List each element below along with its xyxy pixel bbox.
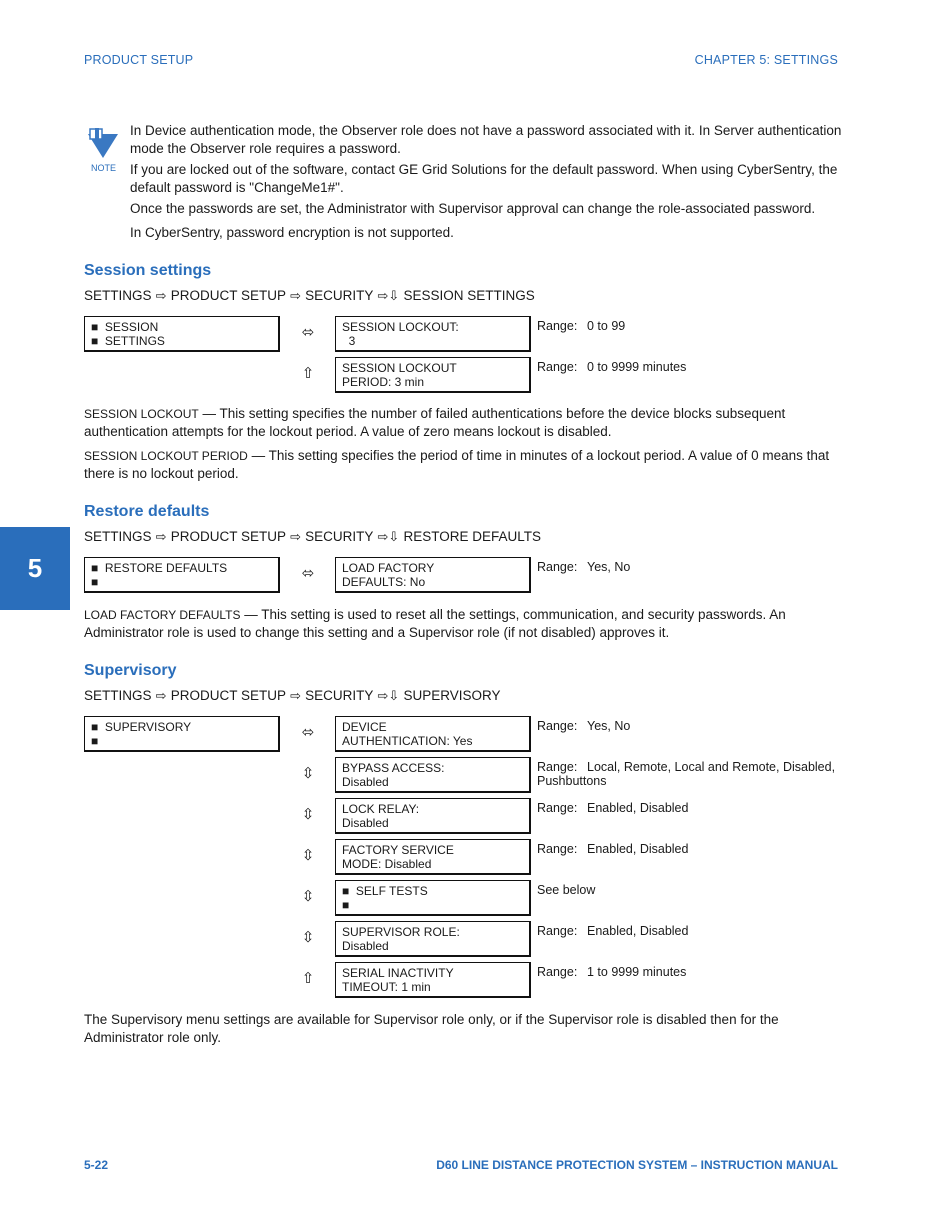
range-label: Range: xyxy=(537,360,578,374)
setting-range xyxy=(537,883,837,897)
range-label: Range: xyxy=(537,842,578,856)
range-label: Range: xyxy=(537,965,578,979)
left-right-arrow-icon: ⬄ xyxy=(301,723,315,741)
setting-name: SESSION LOCKOUT xyxy=(342,361,457,375)
path-item[interactable]: SESSION SETTINGS xyxy=(403,288,535,303)
description-paragraph xyxy=(84,606,844,642)
section-heading: Supervisory xyxy=(84,662,177,679)
range-value: 0 to 99 xyxy=(587,319,626,333)
setting-box[interactable] xyxy=(335,316,531,352)
setting-name: DEVICE xyxy=(342,720,387,734)
menu-line: ■ xyxy=(91,575,99,589)
note-paragraph: Once the passwords are set, the Administrator with Supervisor approval can change the role-associated password. xyxy=(130,201,816,216)
setting-value: DEFAULTS: No xyxy=(342,575,426,589)
closing-paragraph: The Supervisory menu settings are available for Supervisor role only, or if the Supervisor role is disabled then for the Administrator role only. xyxy=(84,1012,779,1045)
manual-title: D60 LINE DISTANCE PROTECTION SYSTEM – INSTRUCTION MANUAL xyxy=(436,1158,838,1172)
setting-box[interactable] xyxy=(335,880,531,916)
note-paragraph: In CyberSentry, password encryption is not supported. xyxy=(130,225,454,240)
path-item[interactable]: RESTORE DEFAULTS xyxy=(403,529,541,544)
path-arrow-icon: ⇨ xyxy=(285,289,306,304)
setting-value: Disabled xyxy=(342,775,389,789)
left-right-arrow-icon: ⬄ xyxy=(301,323,315,341)
setting-term: LOAD FACTORY DEFAULTS xyxy=(84,608,241,622)
path-arrow-icon: ⇨⇩ xyxy=(373,289,404,304)
setting-box[interactable] xyxy=(335,757,531,793)
setting-range xyxy=(537,560,837,574)
setting-name: BYPASS ACCESS: xyxy=(342,761,445,775)
range-value: Enabled, Disabled xyxy=(587,842,689,856)
setting-term: SESSION LOCKOUT PERIOD xyxy=(84,449,248,463)
note-text xyxy=(130,122,845,242)
setting-value: TIMEOUT: 1 min xyxy=(342,980,431,994)
menu-box[interactable] xyxy=(84,557,280,593)
setting-value: PERIOD: 3 min xyxy=(342,375,425,389)
setting-description: — This setting specifies the period of time in minutes of a lockout period. A value of 0 means that there is no lockout period. xyxy=(84,448,830,481)
path-arrow-icon: ⇨ xyxy=(285,530,306,545)
path-item[interactable]: SETTINGS xyxy=(84,688,152,703)
path-item[interactable]: PRODUCT SETUP xyxy=(170,288,286,303)
path-item[interactable]: SUPERVISORY xyxy=(403,688,501,703)
range-value: 1 to 9999 minutes xyxy=(587,965,687,979)
range-label: Range: xyxy=(537,801,578,815)
up-down-arrow-icon: ⇳ xyxy=(301,846,315,864)
setting-box[interactable] xyxy=(335,921,531,957)
path-arrow-icon: ⇨ xyxy=(151,289,171,304)
setting-range xyxy=(537,360,837,374)
path-item[interactable]: SECURITY xyxy=(305,529,374,544)
range-value: Yes, No xyxy=(587,719,631,733)
setting-value: 3 xyxy=(342,334,356,348)
settings-path xyxy=(84,529,541,545)
setting-name: SUPERVISOR ROLE: xyxy=(342,925,460,939)
setting-box[interactable] xyxy=(335,716,531,752)
menu-box[interactable] xyxy=(84,716,280,752)
menu-line: ■ RESTORE DEFAULTS xyxy=(91,561,228,575)
path-arrow-icon: ⇨ xyxy=(151,530,171,545)
setting-description: — This setting specifies the number of failed authentications before the device blocks subsequent authentication attempts for the lockout period. A value of zero means lockout is disabled. xyxy=(84,406,786,439)
menu-line: ■ SETTINGS xyxy=(91,334,165,348)
range-label: Range: xyxy=(537,760,578,774)
path-arrow-icon: ⇨ xyxy=(285,689,306,704)
setting-range xyxy=(537,719,837,733)
setting-range xyxy=(537,801,837,815)
range-label: Range: xyxy=(537,560,578,574)
setting-description: — This setting is used to reset all the settings, communication, and security passwords. An Administrator role is used to change this setting and a Supervisor role (if not disabled) approves it. xyxy=(84,607,786,640)
setting-name: SERIAL INACTIVITY xyxy=(342,966,454,980)
setting-name: SESSION LOCKOUT: xyxy=(342,320,459,334)
up-arrow-icon: ⇧ xyxy=(301,364,315,382)
up-down-arrow-icon: ⇳ xyxy=(301,928,315,946)
range-label: Range: xyxy=(537,924,578,938)
settings-path xyxy=(84,288,535,304)
path-item[interactable]: PRODUCT SETUP xyxy=(170,529,286,544)
range-label: Range: xyxy=(537,319,578,333)
note-paragraph: In Device authentication mode, the Observer role does not have a password associated with it. In Server authentication mode the Observer role requires a password. xyxy=(130,123,842,156)
path-item[interactable]: SETTINGS xyxy=(84,288,152,303)
chapter-tab: 5 xyxy=(0,527,70,610)
menu-line: ■ xyxy=(91,734,99,748)
setting-name: LOCK RELAY: xyxy=(342,802,420,816)
section-heading: Restore defaults xyxy=(84,503,210,520)
setting-name: FACTORY SERVICE xyxy=(342,843,454,857)
note-label: NOTE xyxy=(91,163,117,173)
up-down-arrow-icon: ⇳ xyxy=(301,764,315,782)
section-heading: Session settings xyxy=(84,262,212,279)
setting-box[interactable] xyxy=(335,839,531,875)
setting-range xyxy=(537,965,837,979)
up-arrow-icon: ⇧ xyxy=(301,969,315,987)
setting-box[interactable] xyxy=(335,798,531,834)
note-icon xyxy=(84,128,124,173)
setting-range xyxy=(537,760,837,788)
setting-value: Disabled xyxy=(342,816,389,830)
left-right-arrow-icon: ⬄ xyxy=(301,564,315,582)
path-item[interactable]: SECURITY xyxy=(305,688,374,703)
range-value: See below xyxy=(537,883,596,897)
running-header-chapter: CHAPTER 5: SETTINGS xyxy=(694,53,838,67)
menu-line: ■ SUPERVISORY xyxy=(91,720,192,734)
path-item[interactable]: SECURITY xyxy=(305,288,374,303)
description xyxy=(84,405,844,483)
menu-box[interactable] xyxy=(84,316,280,352)
settings-path xyxy=(84,688,501,704)
setting-box[interactable] xyxy=(335,357,531,393)
range-value: Enabled, Disabled xyxy=(587,801,689,815)
setting-name: ■ SELF TESTS xyxy=(342,884,428,898)
setting-term: SESSION LOCKOUT xyxy=(84,407,199,421)
description-paragraph xyxy=(84,447,844,483)
description xyxy=(84,1011,844,1047)
path-item[interactable]: SETTINGS xyxy=(84,529,152,544)
path-arrow-icon: ⇨⇩ xyxy=(373,530,404,545)
range-value: Yes, No xyxy=(587,560,631,574)
range-value: Local, Remote, Local and Remote, Disabled, Pushbuttons xyxy=(537,760,836,788)
range-label: Range: xyxy=(537,719,578,733)
setting-box[interactable] xyxy=(335,962,531,998)
page-number: 5-22 xyxy=(84,1158,109,1172)
up-down-arrow-icon: ⇳ xyxy=(301,805,315,823)
path-arrow-icon: ⇨⇩ xyxy=(373,689,404,704)
path-item[interactable]: PRODUCT SETUP xyxy=(170,688,286,703)
setting-value: AUTHENTICATION: Yes xyxy=(342,734,473,748)
setting-range xyxy=(537,842,837,856)
setting-range xyxy=(537,319,837,333)
description-paragraph xyxy=(84,405,844,441)
setting-value: Disabled xyxy=(342,939,389,953)
description xyxy=(84,606,844,642)
setting-box[interactable] xyxy=(335,557,531,593)
setting-value: MODE: Disabled xyxy=(342,857,432,871)
menu-line: ■ SESSION xyxy=(91,320,159,334)
note-paragraph: If you are locked out of the software, contact GE Grid Solutions for the default password. When using CyberSentry, the default password is "ChangeMe1#". xyxy=(130,162,838,195)
setting-value: ■ xyxy=(342,898,350,912)
setting-name: LOAD FACTORY xyxy=(342,561,435,575)
range-value: Enabled, Disabled xyxy=(587,924,689,938)
up-down-arrow-icon: ⇳ xyxy=(301,887,315,905)
range-value: 0 to 9999 minutes xyxy=(587,360,687,374)
path-arrow-icon: ⇨ xyxy=(151,689,171,704)
setting-range xyxy=(537,924,837,938)
running-header-section: PRODUCT SETUP xyxy=(84,53,194,67)
